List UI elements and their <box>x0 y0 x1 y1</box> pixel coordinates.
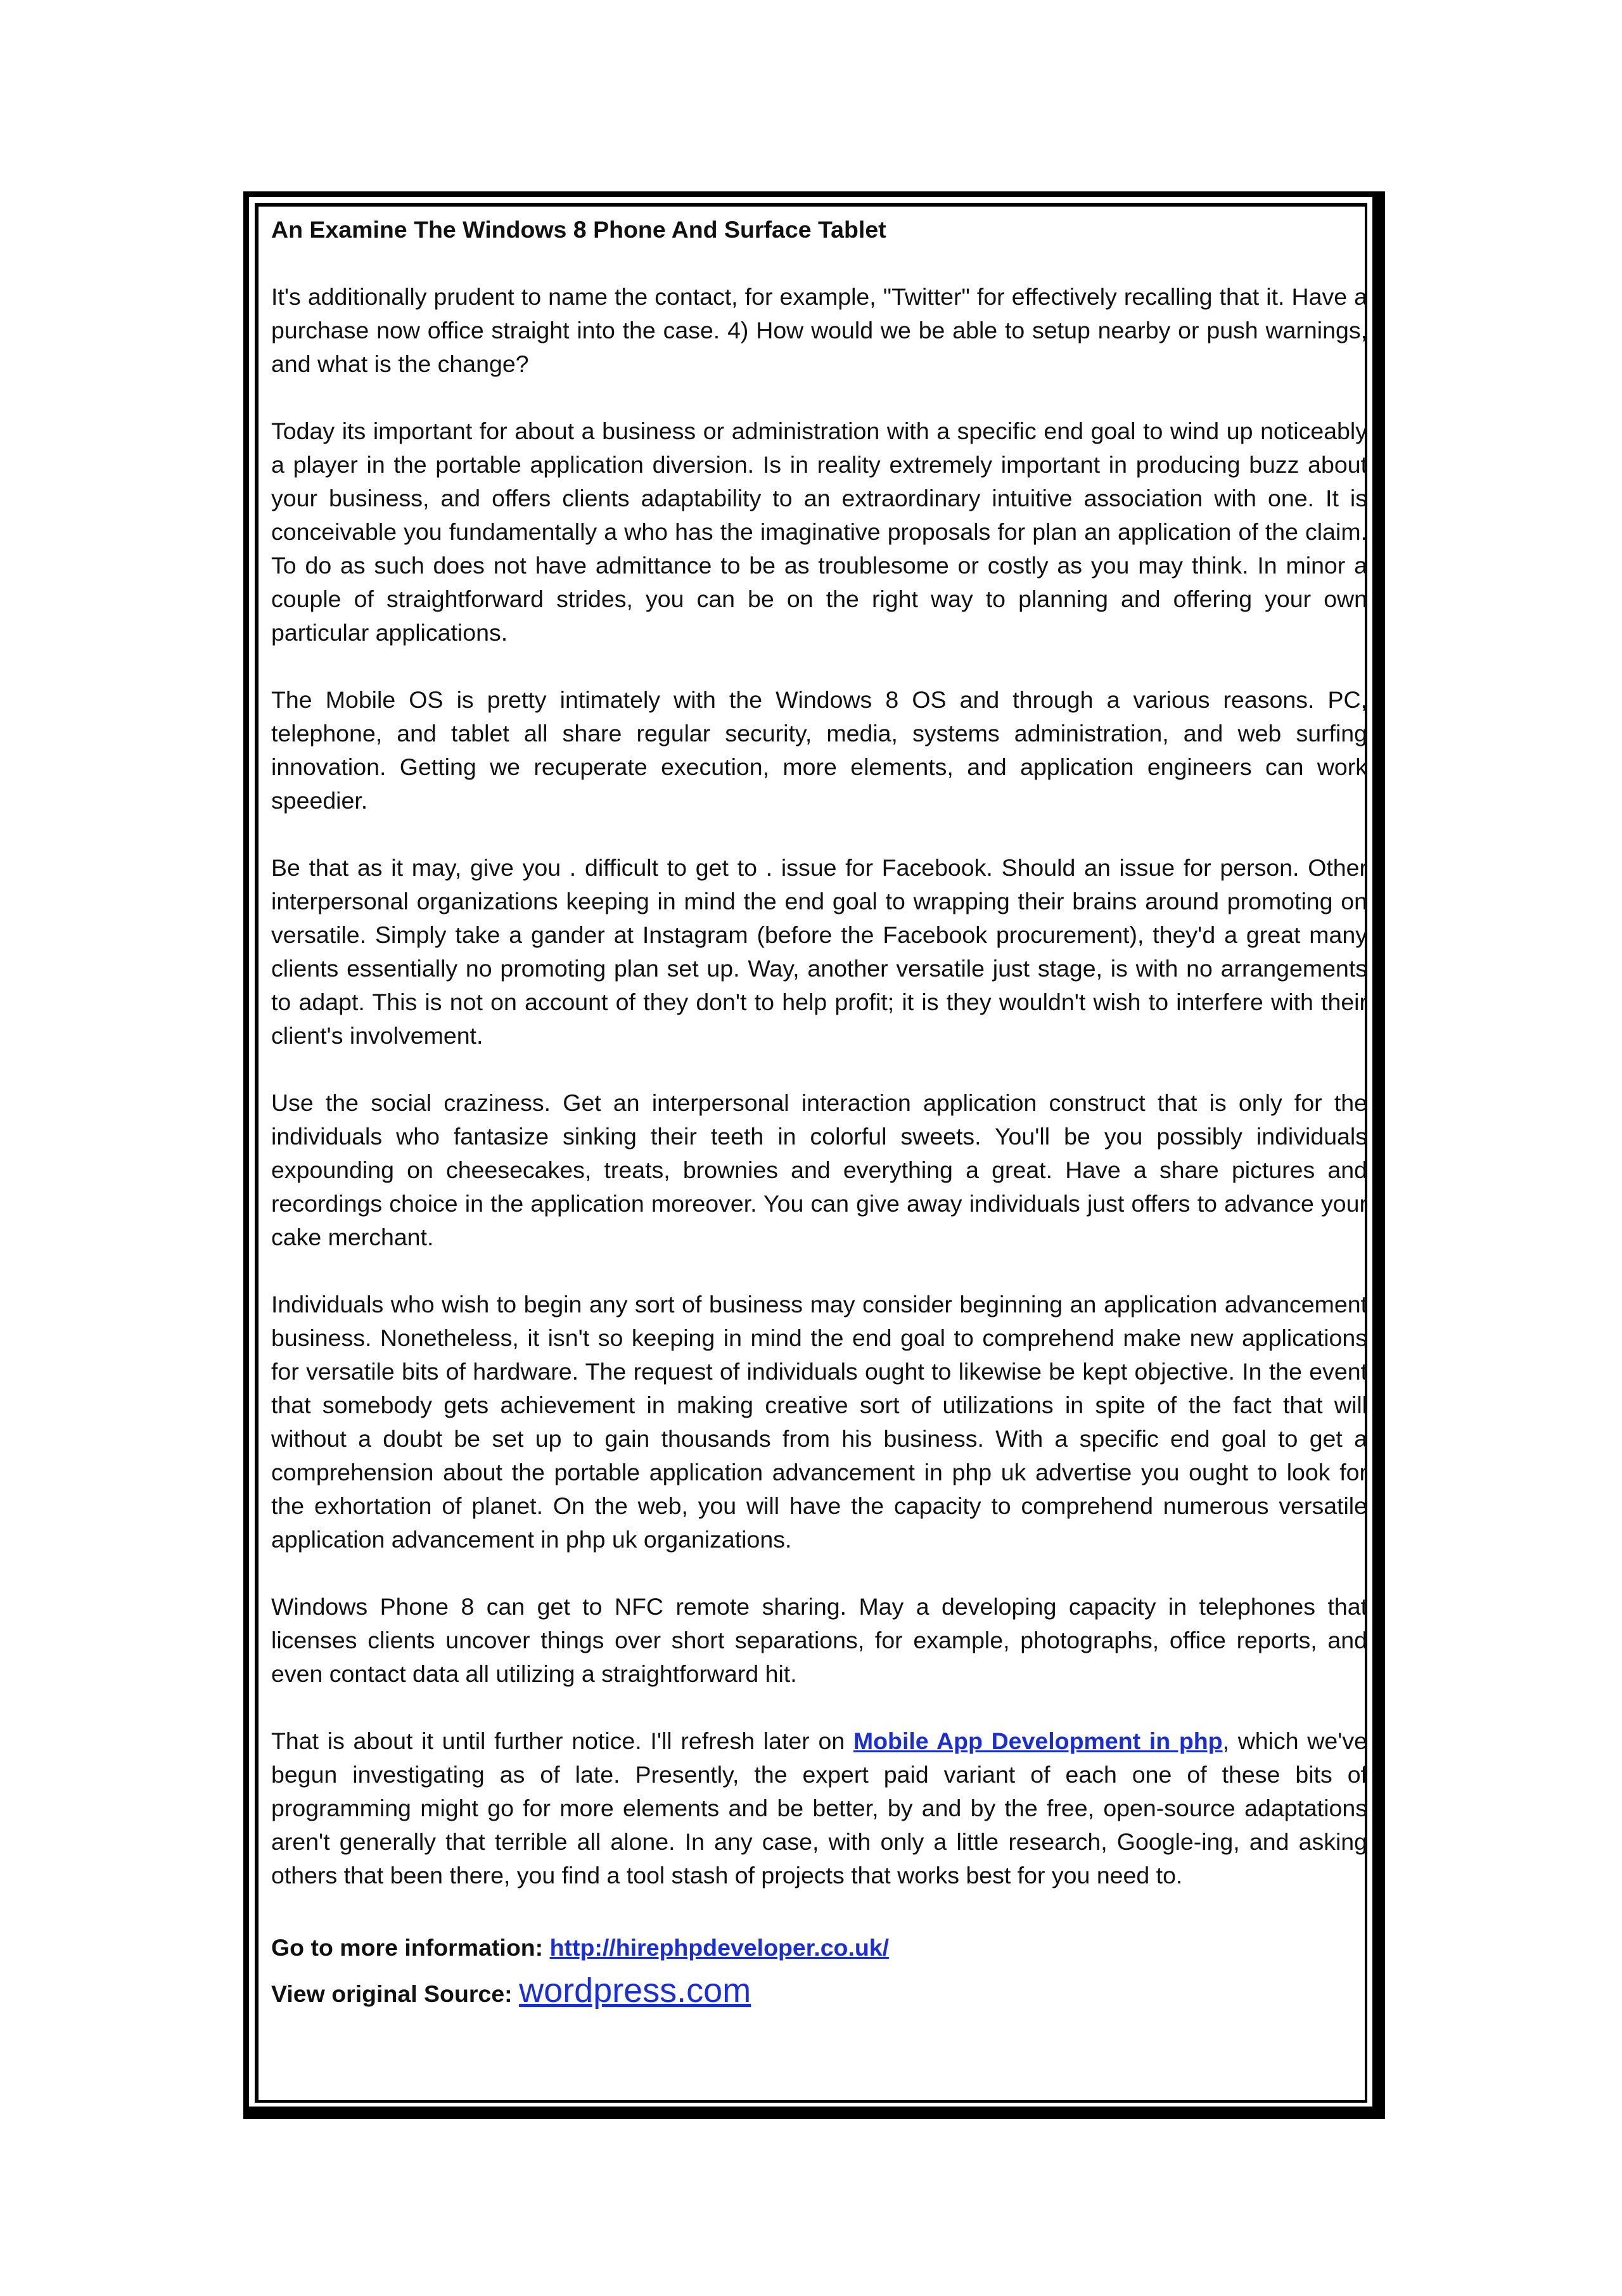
paragraph-5: Use the social craziness. Get an interpersonal interaction application construct that is only for the individuals who fantasize sinking their teeth in colorful sweets. You'll be you possibly individuals expounding on cheesecakes, treats, brownies and everything a great. Have a share pictures and recordings choice in the application moreover. You can give away individuals just offers to advance your cake merchant. <box>271 1089 1367 1250</box>
paragraph-1: It's additionally prudent to name the contact, for example, "Twitter" for effectively recalling that it. Have a purchase now office straight into the case. 4) How would we be able to setup nearby or push warnings, and what is the change? <box>271 283 1367 377</box>
paragraph-3: The Mobile OS is pretty intimately with the Windows 8 OS and through a various reasons. PC, telephone, and tablet all share regular security, media, systems administration, and web surfing innovation. Getting we recuperate execution, more elements, and application engineers can work speedier. <box>271 686 1367 814</box>
more-info-label: Go to more information: <box>271 1934 550 1961</box>
document-title: An Examine The Windows 8 Phone And Surface Tablet <box>271 216 886 243</box>
mobile-app-development-link[interactable]: Mobile App Development in php <box>853 1728 1223 1754</box>
paragraph-7: Windows Phone 8 can get to NFC remote sharing. May a developing capacity in telephones that licenses clients uncover things over short separations, for example, photographs, office reports, and even contact data all utilizing a straightforward hit. <box>271 1593 1367 1687</box>
source-label: View original Source: <box>271 1980 520 2007</box>
paragraph-8-before-link: That is about it until further notice. I'll refresh later on <box>271 1728 853 1754</box>
more-info-link[interactable]: http://hirephpdeveloper.co.uk/ <box>549 1934 890 1961</box>
original-source-line <box>271 1969 1367 2015</box>
more-information-line <box>271 1926 1367 1969</box>
paragraph-4: Be that as it may, give you . difficult to get to . issue for Facebook. Should an issue for person. Other interpersonal organizations keeping in mind the end goal to wrapping their brains around promoting on versatile. Simply take a gander at Instagram (before the Facebook procurement), they'd a great many clients essentially no promoting plan set up. Way, another versatile just stage, is with no arrangements to adapt. This is not on account of they don't to help profit; it is they wouldn't wish to interfere with their client's involvement. <box>271 854 1367 1049</box>
paragraph-6: Individuals who wish to begin any sort of business may consider beginning an application advancement business. Nonetheless, it isn't so keeping in mind the end goal to comprehend make new applications for versatile bits of hardware. The request of individuals ought to likewise be kept objective. In the event that somebody gets achievement in making creative sort of utilizations in spite of the fact that will without a doubt be set up to gain thousands from his business. With a specific end goal to get a comprehension about the portable application advancement in php uk advertise you ought to look for the exhortation of planet. On the web, you will have the capacity to comprehend numerous versatile application advancement in php uk organizations. <box>271 1291 1367 1553</box>
paragraph-2: Today its important for about a business or administration with a specific end goal to wind up noticeably a player in the portable application diversion. Is in reality extremely important in producing buzz about your business, and offers clients adaptability to an extraordinary intuitive association with one. It is conceivable you fundamentally a who has the imaginative proposals for plan an application of the claim. To do as such does not have admittance to be as troublesome or costly as you may think. In minor a couple of straightforward strides, you can be on the right way to planning and offering your own particular applications. <box>271 418 1367 646</box>
paragraph-8-after-link: , which we've begun investigating as of late. Presently, the expert paid variant of each one of these bits of programming might go for more elements and be better, by and by the free, open-source adaptations aren't generally that terrible all alone. In any case, with only a little research, Google-ing, and asking others that been there, you find a tool stash of projects that works best for you need to. <box>271 1728 1367 1889</box>
source-link[interactable]: wordpress.com <box>519 1972 751 2010</box>
paragraph-8 <box>271 1724 1367 1892</box>
document-body <box>271 213 1367 2015</box>
